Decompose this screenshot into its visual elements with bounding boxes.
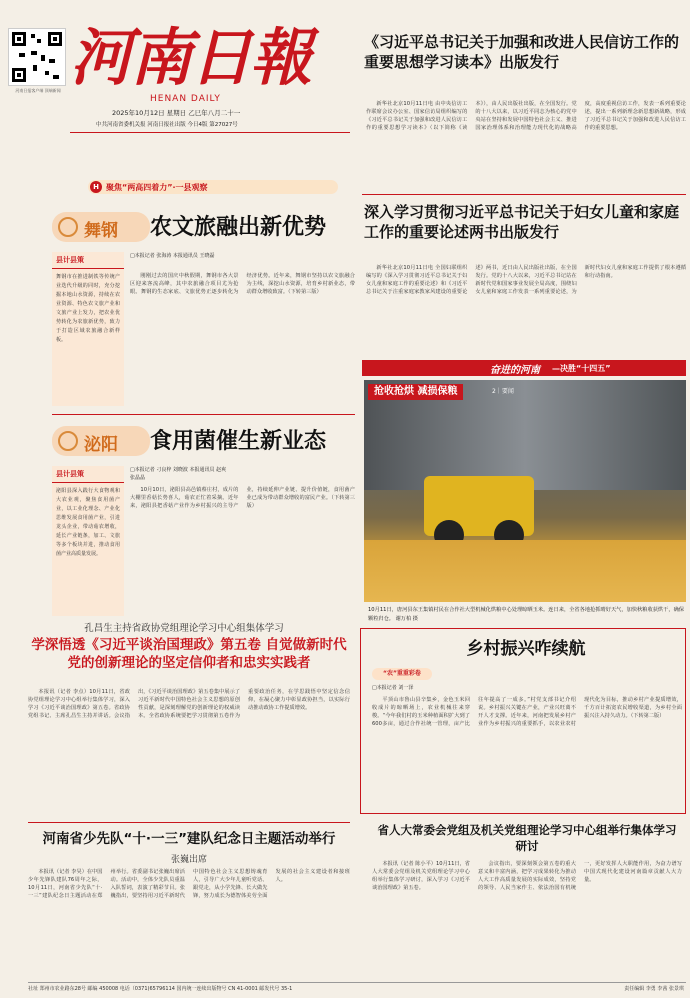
photo-tag: 奋进的河南 [490, 365, 540, 376]
qr-icon [9, 29, 65, 85]
biyang-section: 县计县策 [52, 466, 124, 483]
photo-tag-bar [362, 360, 686, 376]
memorial-sub: 张巍出席 [170, 855, 207, 865]
qr-caption: 河南日报客户端 顶端新闻 [15, 88, 61, 93]
study-body: 本报讯（记者 李点）10月11日，省政协党组理论学习中心组举行集体学习，深入学习《习近平谈治国理政》第五卷。省政协党组书记、主席孔昌生主持并讲话。会议指出，《习近平谈治国理政》第五卷集中展示了习近平新时代中国特色社会主义思想的原创性贡献，是深刻理解党的创新理论的权威读本。全省政协系统要把学习贯彻第五卷作为重要政治任务，在学思践悟中坚定信念信仰，在凝心聚力中彰显政协担当，以实际行动推动政协工作提质增效。 [28, 689, 350, 719]
biyang-title: 食用菌催生新业态 [150, 429, 327, 454]
rural-title: 乡村振兴咋续航 [466, 639, 586, 659]
wugang-section: 县计县策 [52, 252, 124, 269]
banner [88, 180, 338, 194]
biyang-sidebar [52, 466, 124, 616]
qr-code [8, 28, 66, 86]
footer-editors: 责任编辑 李勇 李茜 张景琪 [624, 986, 684, 992]
banner-h-icon: H [90, 181, 102, 193]
wugang-sidebar [52, 252, 124, 406]
top-story-title: 《习近平总书记关于加强和改进人民信访工作的重要思想学习读本》出版发行 [364, 33, 680, 71]
banner-text: 聚焦“两高四着力”·一县观察 [106, 183, 208, 192]
wugang-city: 舞钢 [84, 221, 118, 241]
wugang-sidebar-text: 舞钢市在推进制铁等传统产业迭代升级的同时，充分挖掘本地山水资源，持续在农业资源、特色农文旅产业和文旅产业上发力，把农业优势转化为农旅新优势，致力于打造区域农旅融合新样板。 [56, 274, 120, 343]
masthead-date: 2025年10月12日 星期日 乙巳年八月二十一 [112, 109, 241, 117]
agency-title: 省人大常委会党组及机关党组理论学习中心组举行集体学习研讨 [377, 823, 677, 853]
photo-caption: 10月11日，唐河县东王集镇村民在合作社大型机械化烘粮中心处理晾晒玉米。连日来，全省各地抢抓晴好天气，加快秋粮收获烘干，确保颗粒归仓。 谢万柏 摄 [368, 607, 684, 622]
story2-title: 深入学习贯彻习近平总书记关于妇女儿童和家庭工作的重要论述两书出版发行 [364, 203, 680, 241]
footer-address: 社址 郑州市农业路东28号 邮编 450008 电话（0371)65796114 国内统一连续出版物号 CN 41-0001 邮发代号 35-1 [28, 986, 293, 992]
photo-overlay-num: 2｜要闻 [492, 388, 514, 395]
study-kicker: 孔昌生主持省政协党组理论学习中心组集体学习 [84, 623, 284, 634]
biyang-city-badge [52, 426, 150, 456]
biyang-city: 泌阳 [84, 435, 118, 455]
wugang-title: 农文旅融出新优势 [150, 215, 327, 240]
masthead-title: 河南日報 [70, 21, 311, 94]
location-icon [58, 431, 78, 451]
agency-body: 本报讯（记者 陈小平）10月11日，省人大常委会党组及机关党组理论学习中心组举行集体学习研讨，深入学习《习近平谈治国理政》第五卷。 会议指出，要深刻领会第五卷的重大意义和丰富内涵，把学习成果转化为推动人大工作高质量发展的实际成效，坚持党的领导、人民当家作主、依法治国有机统一，更好发挥人大职能作用，为奋力谱写中国式现代化建设河南篇章贡献人大力量。 [372, 861, 682, 891]
biyang-body: 10月10日，泌阳县高邑镇蔡庄村，成片的大棚里香菇长势喜人，菇农正忙着采摘。近年来，泌阳县把香菇产业作为乡村振兴的主导产业，持续延伸产业链、提升价值链，食用菌产业已成为带动群众增收的富民产业。（下转第三版） [130, 487, 355, 509]
memorial-body: 本报讯（记者 李昊）在中国少年先锋队建队76周年之际，10月11日，河南省少先队“十·一三”建队纪念日主题活动在郑州举行。省委副书记张巍出席活动。活动中，全体少先队员重温入队誓词，表演了精彩节目。张巍指出，要坚持用习近平新时代中国特色社会主义思想铸魂育人，引导广大少年儿童听党话、跟党走，从小学先锋、长大做先锋，努力成长为德智体美劳全面发展的社会主义建设者和接班人。 [28, 869, 350, 899]
location-icon [58, 217, 78, 237]
wugang-byline: □本报记者 张海涛 本报通讯员 王晓磊 [130, 253, 215, 259]
story2-body: 新华社北京10月11日电 全国妇联组织编写的《深入学习贯彻习近平总书记关于妇女儿童和家庭工作的重要论述》和《习近平总书记关于注重家庭家教家风建设的重要论述》两书，近日由人民出版社出版，在全国发行。党的十八大以来，习近平总书记站在新时代党和国家事业发展全局高度，围绕妇女儿童和家庭工作发表一系列重要论述，为新时代妇女儿童和家庭工作提供了根本遵循和行动指南。 [366, 265, 686, 295]
photo-overlay: 抢收抢烘 减损保粮 [368, 384, 463, 400]
rural-byline: □本报记者 刘一泽 [372, 685, 414, 691]
harvest-photo [364, 380, 686, 602]
biyang-byline: □本报记者 刁良梓 刘晓波 本报通讯员 赵爽 张晶晶 [130, 467, 227, 481]
memorial-title: 河南省少先队“十·一三”建队纪念日主题活动举行 [42, 831, 336, 847]
biyang-sidebar-text: 泌阳县深入践行大食物观和大农业观，聚焦食用菌产业，以工业化理念、产业化思维发展食用菌产业，引进龙头企业，带动菇农增收，延长产业链条，加工、文旅等多个板块并进，推动食用菌产业高质量发展。 [56, 488, 120, 557]
masthead-issue: 中共河南省委机关报 河南日报社出版 今日4版 第27027号 [96, 122, 238, 128]
photo-tag2: —决胜“十四五” [552, 364, 611, 373]
wugang-body: 刚刚过去的国庆中秋假期，舞钢市各大景区迎来客流高峰，其中农旅融合项目尤为抢眼。舞钢的生态家底、文旅优势正逐步转化为经济优势。近年来，舞钢市坚持以农文旅融合为主线，深挖山水资源，培育乡村新业态，带动群众增收致富。（下转第三版） [130, 273, 355, 295]
study-title: 学深悟透《习近平谈治国理政》第五卷 自觉做新时代党的创新理论的坚定信仰者和忠实实践者 [31, 637, 347, 671]
rural-kicker: “农”重重彩卷 [372, 668, 432, 680]
masthead-english: HENAN DAILY [150, 94, 221, 104]
photo-corn-pile [364, 540, 686, 602]
rural-body: 平顶山市鲁山县辛集乡，金色玉米回收成片的晾晒场上，农业机械往来穿梭。“今年我们村的玉米种植面积扩大到了600多亩，通过合作社统一管理，亩产比往年提高了一成多。”村党支部书记介绍说。乡村振兴关键在产业，产业兴旺离不开人才支撑。近年来，河南把发展乡村产业作为乡村振兴的重要抓手，以农业农村现代化为目标，推动乡村产业提质增效，千方百计拓宽农民增收渠道，为乡村全面振兴注入持久动力。（下转第二版） [372, 697, 682, 727]
top-story-body: 新华社北京10月11日电 由中央信访工作联席会议办公室、国家信访局组织编写的《习近平总书记关于加强和改进人民信访工作的重要思想学习读本》（以下简称《读本》），由人民出版社出版，在全国发行。党的十八大以来，以习近平同志为核心的党中央站在坚持和发展中国特色社会主义、推进国家治理体系和治理能力现代化的战略高度，高度重视信访工作，发表一系列重要论述，提出一系列新理念新思想新战略，形成了习近平总书记关于加强和改进人民信访工作的重要思想。 [366, 101, 686, 131]
wugang-city-badge [52, 212, 150, 242]
